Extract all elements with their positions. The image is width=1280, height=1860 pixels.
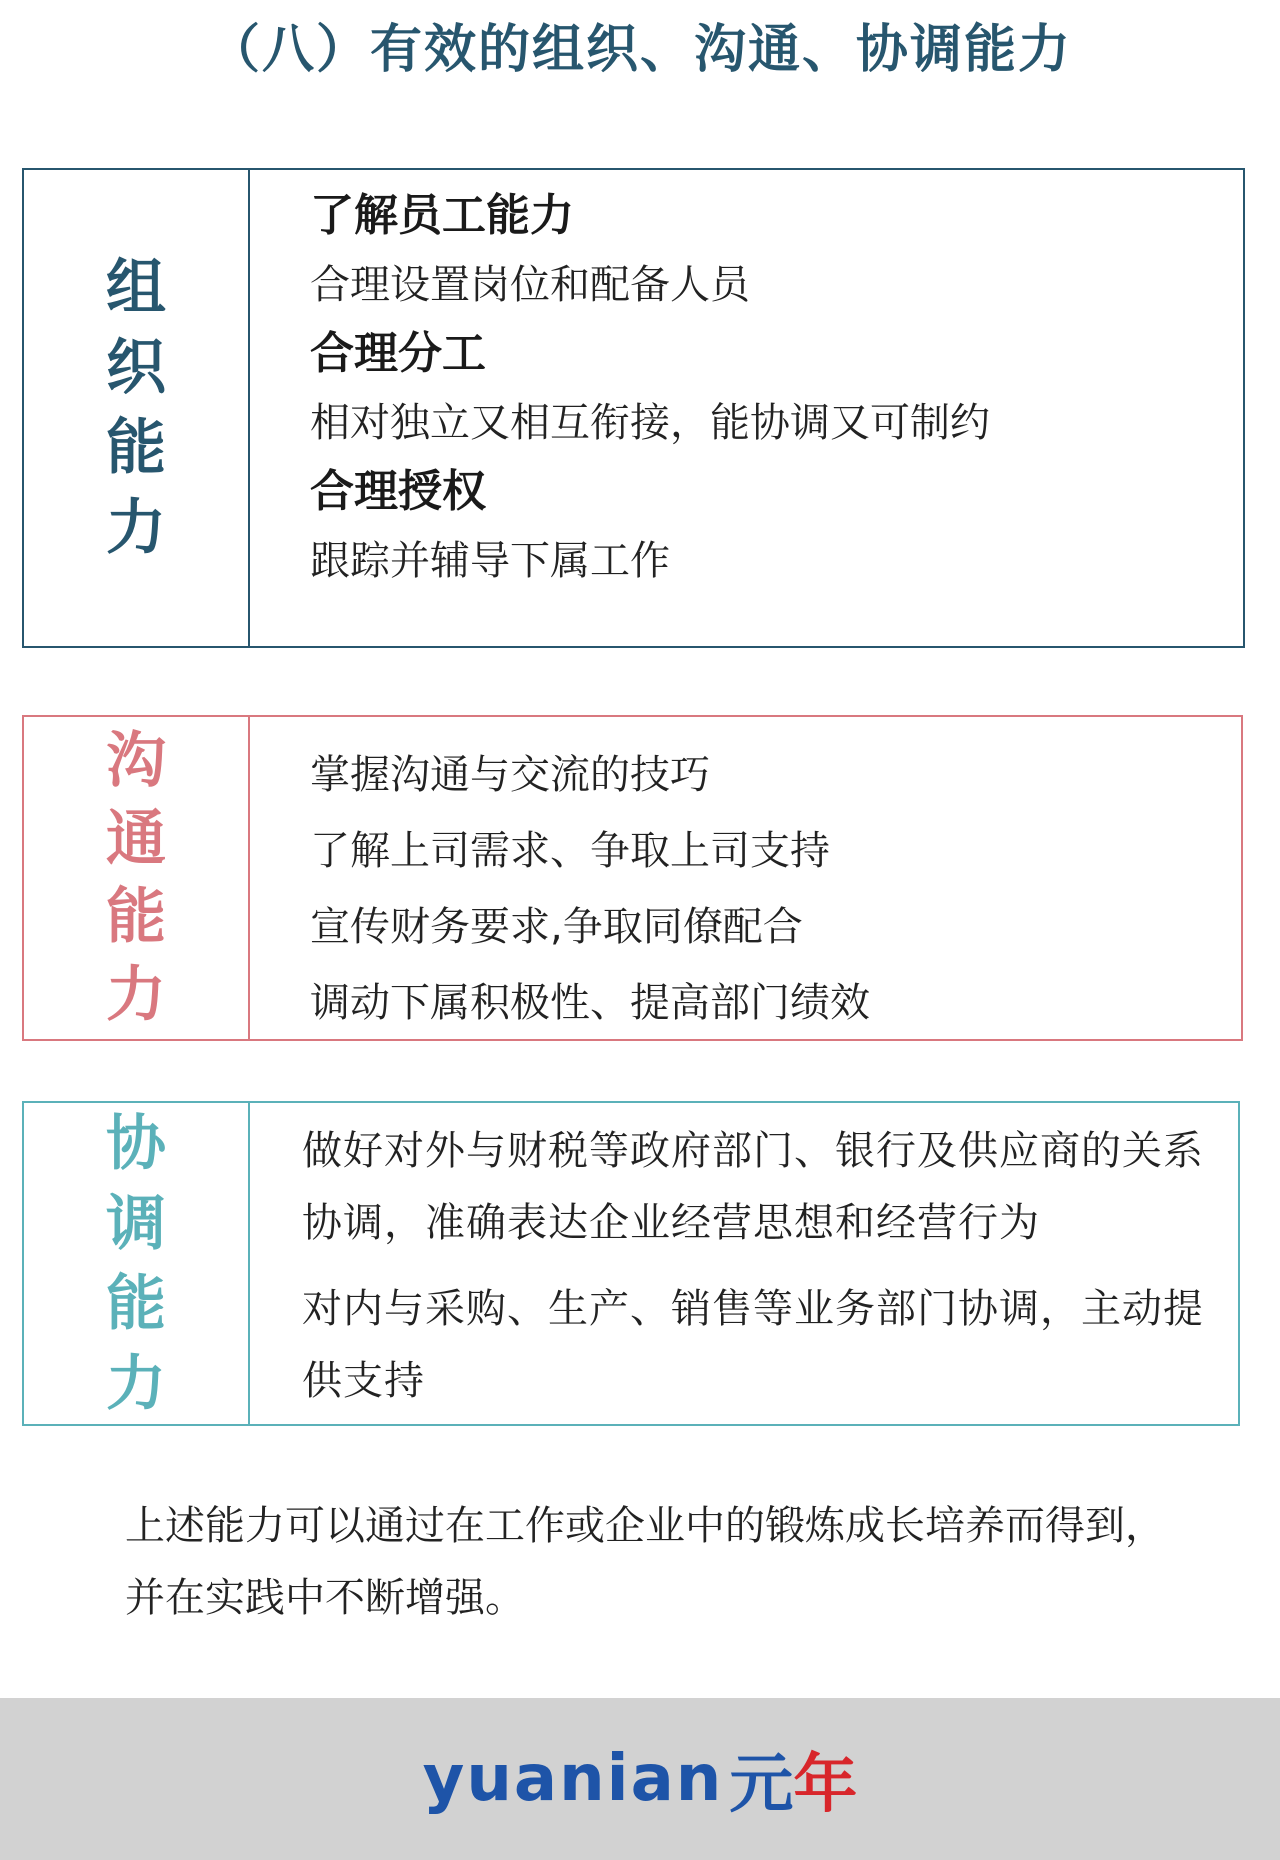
brand-cn-char: 元 <box>729 1748 794 1822</box>
communication-side-label <box>24 717 250 1039</box>
side-char: 通 <box>106 804 166 874</box>
coordination-side-label <box>24 1103 250 1424</box>
organization-ability-box <box>22 168 1245 648</box>
side-char: 力 <box>106 1348 166 1419</box>
coord-paragraph: 对内与采购、生产、销售等业务部门协调，主动提供支持 <box>302 1286 1204 1404</box>
comm-line: 了解上司需求、争取上司支持 <box>310 828 830 874</box>
side-char: 能 <box>106 1268 166 1339</box>
side-char: 协 <box>106 1108 166 1179</box>
comm-line: 掌握沟通与交流的技巧 <box>310 752 710 798</box>
org-item-heading: 了解员工能力 <box>310 190 574 241</box>
brand-logo <box>423 1733 858 1825</box>
organization-side-label <box>24 170 250 646</box>
org-item-heading: 合理授权 <box>310 466 486 517</box>
org-item-detail: 合理设置岗位和配备人员 <box>310 262 750 308</box>
side-char: 能 <box>106 882 166 952</box>
org-item-detail: 相对独立又相互衔接，能协调又可制约 <box>310 400 990 446</box>
side-char: 力 <box>106 960 166 1030</box>
side-char: 织 <box>106 333 166 403</box>
coordination-ability-box <box>22 1101 1240 1426</box>
side-char: 能 <box>106 413 166 483</box>
org-item-heading: 合理分工 <box>310 328 486 379</box>
footer-bar <box>0 1698 1280 1860</box>
side-char: 沟 <box>106 726 166 796</box>
comm-line: 宣传财务要求,争取同僚配合 <box>310 904 803 950</box>
brand-cn-char: 年 <box>793 1748 858 1822</box>
summary-text: 上述能力可以通过在工作或企业中的锻炼成长培养而得到，并在实践中不断增强。 <box>125 1503 1165 1621</box>
brand-latin-wordmark: yuanian <box>422 1742 724 1816</box>
coordination-content <box>250 1103 1238 1424</box>
brand-cn-wordmark <box>729 1733 857 1825</box>
comm-line: 调动下属积极性、提高部门绩效 <box>310 980 870 1026</box>
side-char: 力 <box>106 493 166 563</box>
page-title: （八）有效的组织、沟通、协调能力 <box>207 20 1072 80</box>
side-char: 组 <box>106 253 166 323</box>
communication-ability-box <box>22 715 1243 1041</box>
side-char: 调 <box>106 1188 166 1259</box>
communication-content <box>250 717 1241 1039</box>
organization-content <box>250 170 1243 646</box>
coord-paragraph: 做好对外与财税等政府部门、银行及供应商的关系协调，准确表达企业经营思想和经营行为 <box>302 1128 1204 1246</box>
org-item-detail: 跟踪并辅导下属工作 <box>310 538 670 584</box>
